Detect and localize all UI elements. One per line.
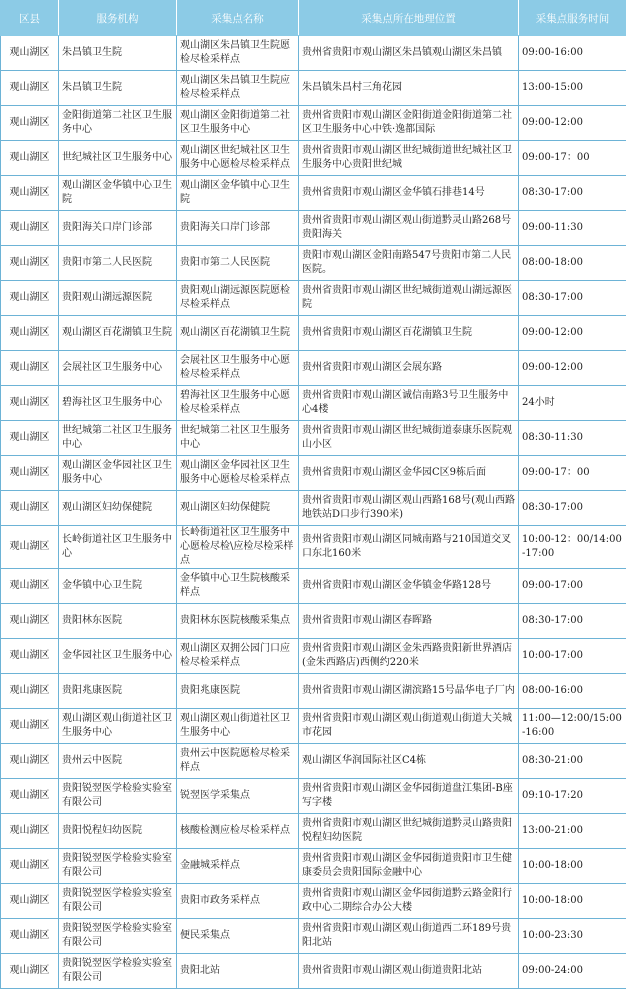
cell-org: 贵阳林东医院 (59, 604, 177, 639)
cell-site-name: 贵阳市第二人民医院 (177, 246, 299, 281)
cell-org: 贵阳悦程妇幼医院 (59, 814, 177, 849)
table-header (1, 1, 626, 36)
table-row (1, 744, 626, 779)
cell-address: 贵阳市观山湖区金阳南路547号贵阳市第二人民医院。 (299, 246, 519, 281)
table-row (1, 779, 626, 814)
cell-time: 08:30-17:00 (519, 176, 626, 211)
cell-site-name: 会展社区卫生服务中心愿检尽检采样点 (177, 351, 299, 386)
table-row (1, 36, 626, 71)
cell-district: 观山湖区 (1, 176, 59, 211)
cell-district: 观山湖区 (1, 316, 59, 351)
cell-address: 贵州省贵阳市观山湖区诚信南路3号卫生服务中心4楼 (299, 386, 519, 421)
cell-site-name: 便民采集点 (177, 919, 299, 954)
cell-time: 09:00-24:00 (519, 954, 626, 989)
cell-site-name: 观山湖区百花湖镇卫生院 (177, 316, 299, 351)
cell-address: 贵州省贵阳市观山湖区朱昌镇观山湖区朱昌镇 (299, 36, 519, 71)
cell-time: 24小时 (519, 386, 626, 421)
cell-org: 贵阳锐翌医学检验实验室有限公司 (59, 954, 177, 989)
cell-site-name: 观山湖区妇幼保健院 (177, 491, 299, 526)
cell-address: 贵州省贵阳市观山湖区春晖路 (299, 604, 519, 639)
cell-time: 08:30-17:00 (519, 604, 626, 639)
cell-site-name: 观山湖区金华园社区卫生服务中心愿检尽检采样点 (177, 456, 299, 491)
cell-district: 观山湖区 (1, 211, 59, 246)
cell-address: 贵州省贵阳市观山湖区金华镇石排巷14号 (299, 176, 519, 211)
cell-address: 贵州省贵阳市观山湖区观山街道贵阳北站 (299, 954, 519, 989)
table-row (1, 526, 626, 569)
cell-site-name: 观山湖区世纪城社区卫生服务中心愿检尽检采样点 (177, 141, 299, 176)
cell-district: 观山湖区 (1, 639, 59, 674)
cell-site-name: 锐翌医学采集点 (177, 779, 299, 814)
cell-address: 贵州省贵阳市观山湖区世纪城街道世纪城社区卫生服务中心贵阳世纪城 (299, 141, 519, 176)
cell-district: 观山湖区 (1, 744, 59, 779)
cell-time: 09:10-17:20 (519, 779, 626, 814)
cell-org: 观山湖区金华园社区卫生服务中心 (59, 456, 177, 491)
cell-district: 观山湖区 (1, 526, 59, 569)
table-row (1, 456, 626, 491)
table-row (1, 281, 626, 316)
cell-org: 金阳街道第二社区卫生服务中心 (59, 106, 177, 141)
cell-time: 08:30-17:00 (519, 281, 626, 316)
cell-site-name: 观山湖区双拥公园门口应检尽检采样点 (177, 639, 299, 674)
cell-org: 世纪城社区卫生服务中心 (59, 141, 177, 176)
cell-time: 09:00-12:00 (519, 106, 626, 141)
cell-address: 贵州省贵阳市观山湖区金阳街道金阳街道第二社区卫生服务中心中铁·逸都国际 (299, 106, 519, 141)
cell-time: 13:00-21:00 (519, 814, 626, 849)
cell-district: 观山湖区 (1, 569, 59, 604)
cell-site-name: 核酸检测应检尽检采样点 (177, 814, 299, 849)
cell-org: 贵阳观山湖远源医院 (59, 281, 177, 316)
cell-address: 贵州省贵阳市观山湖区金华园街道贵阳市卫生健康委员会贵阳国际金融中心 (299, 849, 519, 884)
cell-district: 观山湖区 (1, 954, 59, 989)
cell-time: 10:00-17:00 (519, 639, 626, 674)
header-time: 采集点服务时间 (519, 1, 626, 36)
cell-site-name: 长岭街道社区卫生服务中心愿检尽检\应检尽检采样点 (177, 526, 299, 569)
cell-org: 贵阳锐翌医学检验实验室有限公司 (59, 779, 177, 814)
cell-address: 贵州省贵阳市观山湖区金华园街道盘江集团-B座写字楼 (299, 779, 519, 814)
table-row (1, 351, 626, 386)
cell-site-name: 贵阳观山湖远源医院愿检尽检采样点 (177, 281, 299, 316)
table-row (1, 604, 626, 639)
table-row (1, 421, 626, 456)
table-row (1, 569, 626, 604)
cell-time: 08:00-16:00 (519, 674, 626, 709)
cell-address: 贵州省贵阳市观山湖区观山街道黔灵山路268号贵阳海关 (299, 211, 519, 246)
table-row (1, 386, 626, 421)
cell-org: 贵阳锐翌医学检验实验室有限公司 (59, 849, 177, 884)
table-row (1, 246, 626, 281)
cell-time: 08:30-11:30 (519, 421, 626, 456)
cell-address: 贵州省贵阳市观山湖区同城南路与210国道交叉口东北160米 (299, 526, 519, 569)
cell-district: 观山湖区 (1, 674, 59, 709)
table-row (1, 491, 626, 526)
cell-address: 贵州省贵阳市观山湖区金朱西路贵阳新世界酒店(金朱西路店)西侧约220米 (299, 639, 519, 674)
cell-org: 观山湖区百花湖镇卫生院 (59, 316, 177, 351)
cell-site-name: 碧海社区卫生服务中心愿检尽检采样点 (177, 386, 299, 421)
cell-time: 08:30-17:00 (519, 491, 626, 526)
cell-time: 08:30-21:00 (519, 744, 626, 779)
cell-time: 09:00-17:00 (519, 569, 626, 604)
cell-site-name: 贵阳海关口岸门诊部 (177, 211, 299, 246)
cell-time: 10:00-18:00 (519, 884, 626, 919)
cell-site-name: 观山湖区朱昌镇卫生院应检尽检采样点 (177, 71, 299, 106)
cell-address: 贵州省贵阳市观山湖区百花湖镇卫生院 (299, 316, 519, 351)
cell-org: 长岭街道社区卫生服务中心 (59, 526, 177, 569)
table-row (1, 316, 626, 351)
cell-time: 09:00-12:00 (519, 316, 626, 351)
cell-address: 贵州省贵阳市观山湖区金华园街道黔云路金阳行政中心二期综合办公大楼 (299, 884, 519, 919)
table-row (1, 211, 626, 246)
cell-org: 碧海社区卫生服务中心 (59, 386, 177, 421)
table-row (1, 884, 626, 919)
table-row (1, 709, 626, 744)
cell-address: 观山湖区华润国际社区C4栋 (299, 744, 519, 779)
cell-site-name: 贵阳兆康医院 (177, 674, 299, 709)
cell-time: 09:00-17：00 (519, 456, 626, 491)
cell-address: 贵州省贵阳市观山湖区观山西路168号(观山西路地铁站D口步行390米) (299, 491, 519, 526)
table-row (1, 954, 626, 989)
cell-address: 贵州省贵阳市观山湖区世纪城街道观山湖远源医院 (299, 281, 519, 316)
cell-district: 观山湖区 (1, 491, 59, 526)
header-site-name: 采集点名称 (177, 1, 299, 36)
cell-district: 观山湖区 (1, 386, 59, 421)
cell-time: 08:00-18:00 (519, 246, 626, 281)
cell-site-name: 金华镇中心卫生院核酸采样点 (177, 569, 299, 604)
cell-org: 朱昌镇卫生院 (59, 36, 177, 71)
cell-time: 09:00-11:30 (519, 211, 626, 246)
cell-org: 世纪城第二社区卫生服务中心 (59, 421, 177, 456)
table-row (1, 639, 626, 674)
cell-district: 观山湖区 (1, 246, 59, 281)
cell-time: 09:00-17：00 (519, 141, 626, 176)
cell-address: 贵州省贵阳市观山湖区金华园C区9栋后面 (299, 456, 519, 491)
cell-org: 金华园社区卫生服务中心 (59, 639, 177, 674)
table-row (1, 814, 626, 849)
cell-district: 观山湖区 (1, 351, 59, 386)
header-row (1, 1, 626, 36)
cell-org: 贵阳市第二人民医院 (59, 246, 177, 281)
cell-time: 11:00—12:00/15:00-16:00 (519, 709, 626, 744)
table-row (1, 919, 626, 954)
cell-org: 观山湖区妇幼保健院 (59, 491, 177, 526)
cell-org: 金华镇中心卫生院 (59, 569, 177, 604)
cell-org: 贵阳兆康医院 (59, 674, 177, 709)
cell-time: 09:00-16:00 (519, 36, 626, 71)
cell-district: 观山湖区 (1, 604, 59, 639)
cell-district: 观山湖区 (1, 709, 59, 744)
cell-org: 贵阳锐翌医学检验实验室有限公司 (59, 884, 177, 919)
cell-site-name: 观山湖区朱昌镇卫生院愿检尽检采样点 (177, 36, 299, 71)
cell-site-name: 金融城采样点 (177, 849, 299, 884)
cell-time: 10:00-18:00 (519, 849, 626, 884)
cell-site-name: 观山湖区观山街道社区卫生服务中心 (177, 709, 299, 744)
cell-address: 贵州省贵阳市观山湖区世纪城街道黔灵山路贵阳悦程妇幼医院 (299, 814, 519, 849)
cell-address: 贵州省贵阳市观山湖区观山街道观山街道大关城市花园 (299, 709, 519, 744)
cell-site-name: 世纪城第二社区卫生服务中心 (177, 421, 299, 456)
cell-org: 贵州云中医院 (59, 744, 177, 779)
header-org: 服务机构 (59, 1, 177, 36)
table-row (1, 141, 626, 176)
header-address: 采集点所在地理位置 (299, 1, 519, 36)
cell-org: 贵阳锐翌医学检验实验室有限公司 (59, 919, 177, 954)
cell-time: 10:00-23:30 (519, 919, 626, 954)
cell-district: 观山湖区 (1, 281, 59, 316)
cell-district: 观山湖区 (1, 141, 59, 176)
cell-time: 09:00-12:00 (519, 351, 626, 386)
cell-address: 朱昌镇朱昌村三角花园 (299, 71, 519, 106)
cell-address: 贵州省贵阳市观山湖区金华镇金华路128号 (299, 569, 519, 604)
table-body (1, 36, 626, 989)
cell-org: 观山湖区金华镇中心卫生院 (59, 176, 177, 211)
table-row (1, 849, 626, 884)
cell-time: 13:00-15:00 (519, 71, 626, 106)
cell-address: 贵州省贵阳市观山湖区湖滨路15号晶华电子厂内 (299, 674, 519, 709)
cell-org: 贵阳海关口岸门诊部 (59, 211, 177, 246)
cell-org: 观山湖区观山街道社区卫生服务中心 (59, 709, 177, 744)
table-row (1, 71, 626, 106)
cell-district: 观山湖区 (1, 814, 59, 849)
cell-org: 朱昌镇卫生院 (59, 71, 177, 106)
cell-district: 观山湖区 (1, 421, 59, 456)
header-district: 区县 (1, 1, 59, 36)
cell-district: 观山湖区 (1, 456, 59, 491)
cell-site-name: 贵州云中医院愿检尽检采样点 (177, 744, 299, 779)
cell-district: 观山湖区 (1, 884, 59, 919)
cell-district: 观山湖区 (1, 36, 59, 71)
cell-district: 观山湖区 (1, 849, 59, 884)
cell-site-name: 贵阳市政务采样点 (177, 884, 299, 919)
cell-site-name: 贵阳林东医院核酸采集点 (177, 604, 299, 639)
cell-org: 会展社区卫生服务中心 (59, 351, 177, 386)
cell-address: 贵州省贵阳市观山湖区观山街道西二环189号贵阳北站 (299, 919, 519, 954)
cell-time: 10:00-12：00/14:00-17:00 (519, 526, 626, 569)
cell-address: 贵州省贵阳市观山湖区世纪城街道泰康乐医院观山小区 (299, 421, 519, 456)
cell-district: 观山湖区 (1, 779, 59, 814)
cell-address: 贵州省贵阳市观山湖区会展东路 (299, 351, 519, 386)
cell-district: 观山湖区 (1, 71, 59, 106)
cell-district: 观山湖区 (1, 919, 59, 954)
cell-site-name: 观山湖区金华镇中心卫生院 (177, 176, 299, 211)
cell-site-name: 贵阳北站 (177, 954, 299, 989)
cell-district: 观山湖区 (1, 106, 59, 141)
cell-site-name: 观山湖区金阳街道第二社区卫生服务中心 (177, 106, 299, 141)
table-row (1, 106, 626, 141)
table-row (1, 674, 626, 709)
table-row (1, 176, 626, 211)
